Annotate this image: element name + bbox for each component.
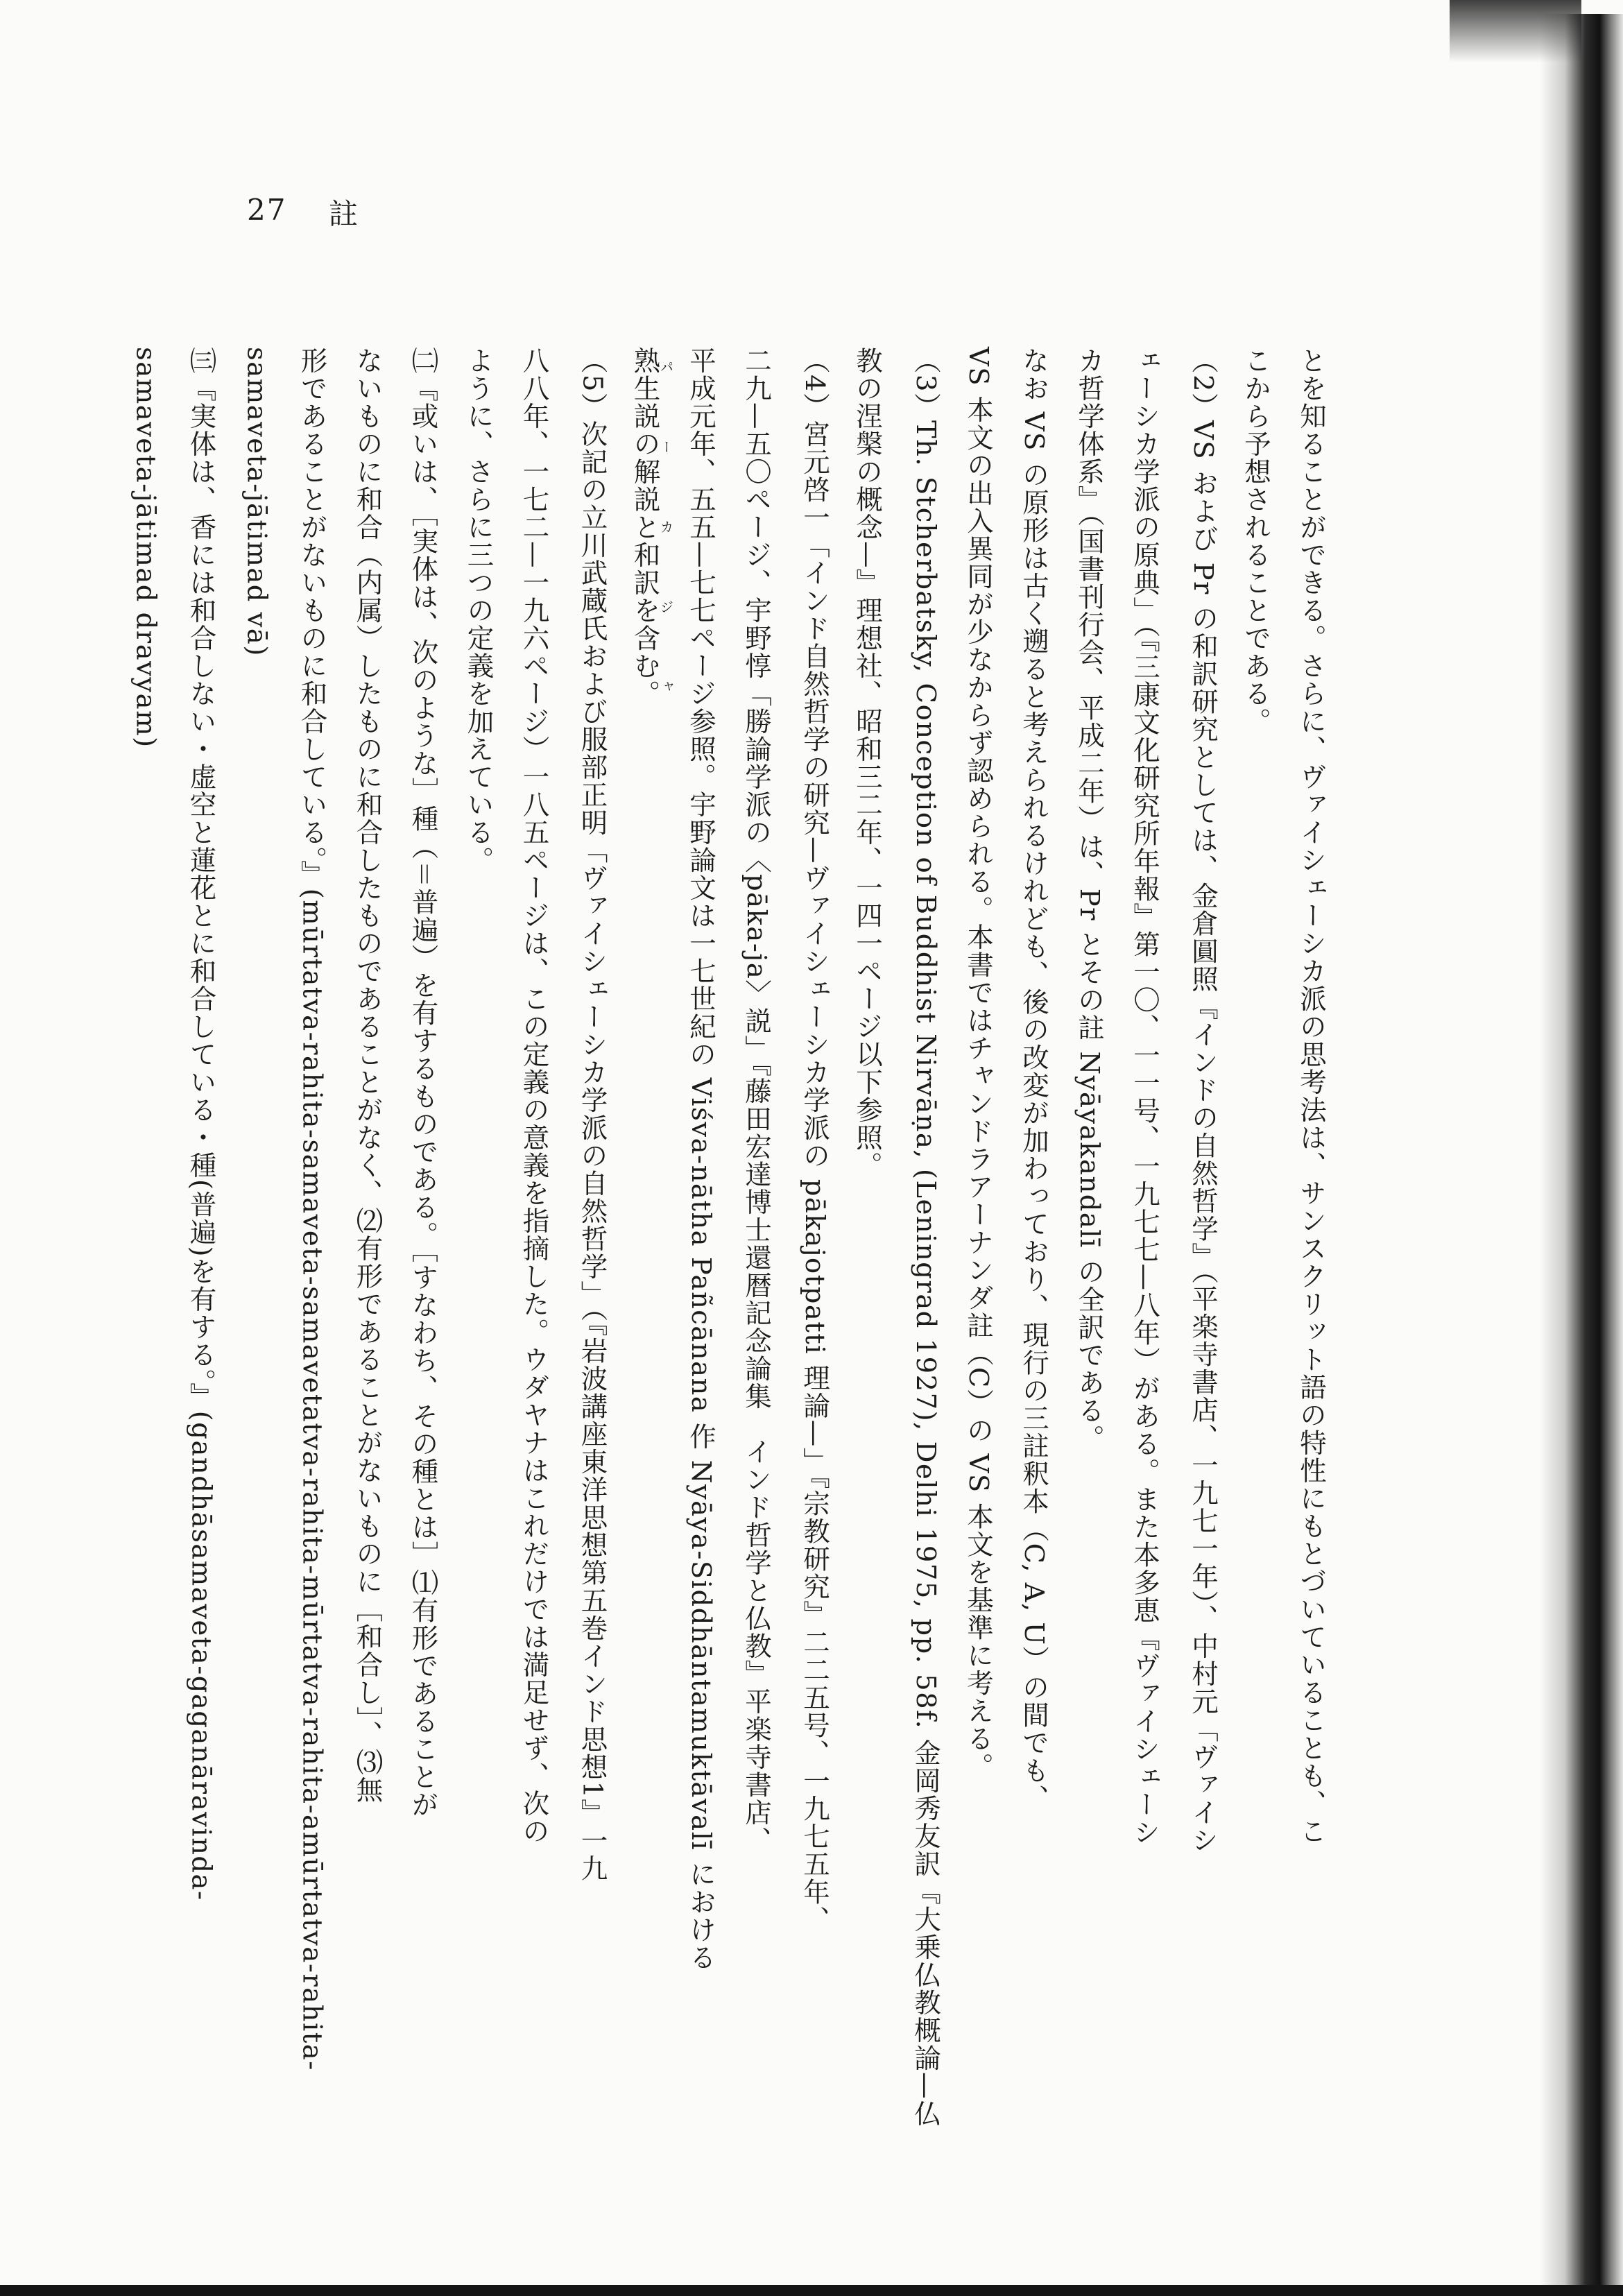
line-text: 熟生説の解説と和訳を含む。: [629, 347, 661, 708]
text-line: [784, 347, 839, 2220]
text-line: [284, 347, 340, 2220]
note-marker: （2）: [1187, 347, 1219, 420]
text-line: [1061, 347, 1117, 2220]
note-marker: （4）: [799, 347, 830, 420]
line-text: Th. Stcherbatsky, Conception of Buddhist Nirvāṇa, (Leningrad 1927), Delhi 1975, pp. 58f. 金岡秀友訳『大乗仏教概論—仏: [910, 420, 941, 2128]
line-text: ように、さらに三つの定義を加えている。: [463, 347, 495, 874]
line-text: ㈡『或いは、［実体は、次のような］種（＝普遍）を有するものである。［すなわち、その種とは］⑴有形であることが: [407, 347, 439, 1819]
bottom-edge: [0, 2285, 1623, 2296]
ruby-word: [629, 347, 674, 708]
line-text: こから予想されることである。: [1240, 347, 1271, 735]
text-line: [1283, 347, 1339, 2220]
text-line: [895, 347, 950, 2220]
line-text: 八八年、一七二—一九六ページ）一八五ページは、この定義の意義を指摘した。ウダヤナはこれだけでは満足せず、次の: [518, 347, 550, 1845]
line-text: とを知ることができる。さらに、ヴァイシェーシカ派の思考法は、サンスクリット語の特性にもとづいていることも、こ: [1296, 347, 1327, 1845]
line-text: なお VS の原形は古く遡ると考えられるけれども、後の改変が加わっており、現行の三註釈本（C, A, U）の間でも、: [1018, 347, 1049, 1813]
line-text: 二九—五〇ページ、宇野惇「勝論学派の〈pāka-ja〉説」『藤田宏達博士還暦記念論集 インド哲学と仏教』平楽寺書店、: [741, 347, 772, 1855]
note-marker: （3）: [910, 347, 941, 420]
text-line: [451, 347, 506, 2220]
line-text: samaveta-jātimad dravyam): [130, 347, 162, 748]
line-text: samaveta-jātimad vā): [241, 347, 273, 657]
note-marker: （5）: [576, 347, 608, 420]
line-text: ㈢『実体は、香には和合しない・虚空と蓮花とに和合している・種(普遍)を有する。』(gandhāsamaveta-gaganāravinda-: [185, 347, 217, 1901]
text-line: [1117, 347, 1172, 2220]
line-text: VS 本文の出入異同が少なからず認められる。本書ではチャンドラアーナンダ註（C）の VS 本文を基準に考える。: [963, 347, 994, 1781]
section-label: 註: [329, 197, 359, 231]
line-text: 平成元年、五五—七七ページ参照。宇野論文は一七世紀の Viśva-nātha Pañcānana 作 Nyāya-Siddhāntamuktāvalī における: [685, 347, 716, 1971]
page-number: 27: [247, 193, 287, 227]
text-line: [173, 347, 229, 2220]
text-line: [1006, 347, 1061, 2220]
text-line: [950, 347, 1006, 2220]
line-text: ないものに和合（内属）したものに和合したものであることがなく、⑵有形であることがないものに［和合し］、⑶無: [352, 347, 384, 1804]
text-line: [617, 347, 673, 2220]
text-line: [562, 347, 617, 2220]
text-line: [118, 347, 173, 2220]
text-line: [340, 347, 395, 2220]
binding-shadow: [1540, 14, 1623, 2296]
text-line: [506, 347, 562, 2220]
text-line: [673, 347, 728, 2220]
text-line: [839, 347, 895, 2220]
line-text: VS および Pr の和訳研究としては、金倉圓照『インドの自然哲学』（平楽寺書店、一九七一年）、中村元「ヴァイシ: [1187, 420, 1219, 1855]
ruby-reading: パーカジャ: [658, 347, 674, 708]
text-line: [395, 347, 451, 2220]
text-line: [229, 347, 284, 2220]
text-line: [728, 347, 784, 2220]
text-line: [1172, 347, 1228, 2220]
line-text: ェーシカ学派の原典」（『三康文化研究所年報』第一〇、一一号、一九七七—八年）がある。また本多恵『ヴァイシェーシ: [1129, 347, 1160, 1847]
text-line: [1228, 347, 1283, 2220]
line-text: 宮元啓一「インド自然哲学の研究—ヴァイシェーシカ学派の pākajotpatti 理論—」『宗教研究』二二五号、一九七五年、: [799, 420, 830, 1934]
line-text: 次記の立川武蔵氏および服部正明「ヴァイシェーシカ学派の自然哲学」（『岩波講座東洋思想第五巻インド思想1』一九: [576, 420, 608, 1883]
line-text: 形であることがないものに和合している。』(mūrtatva-rahita-samaveta-samavetatva-rahita-mūrtatva-rahita-amūrtatva-rahita-: [296, 347, 328, 2071]
line-text: 教の涅槃の概念—』理想社、昭和三二年、一四一ページ以下参照。: [852, 347, 883, 1179]
notes-body: [125, 347, 1339, 2220]
line-text: カ哲学体系』（国書刊行会、平成二年）は、Pr とその註 Nyāyakandalī の全訳である。: [1074, 347, 1105, 1453]
